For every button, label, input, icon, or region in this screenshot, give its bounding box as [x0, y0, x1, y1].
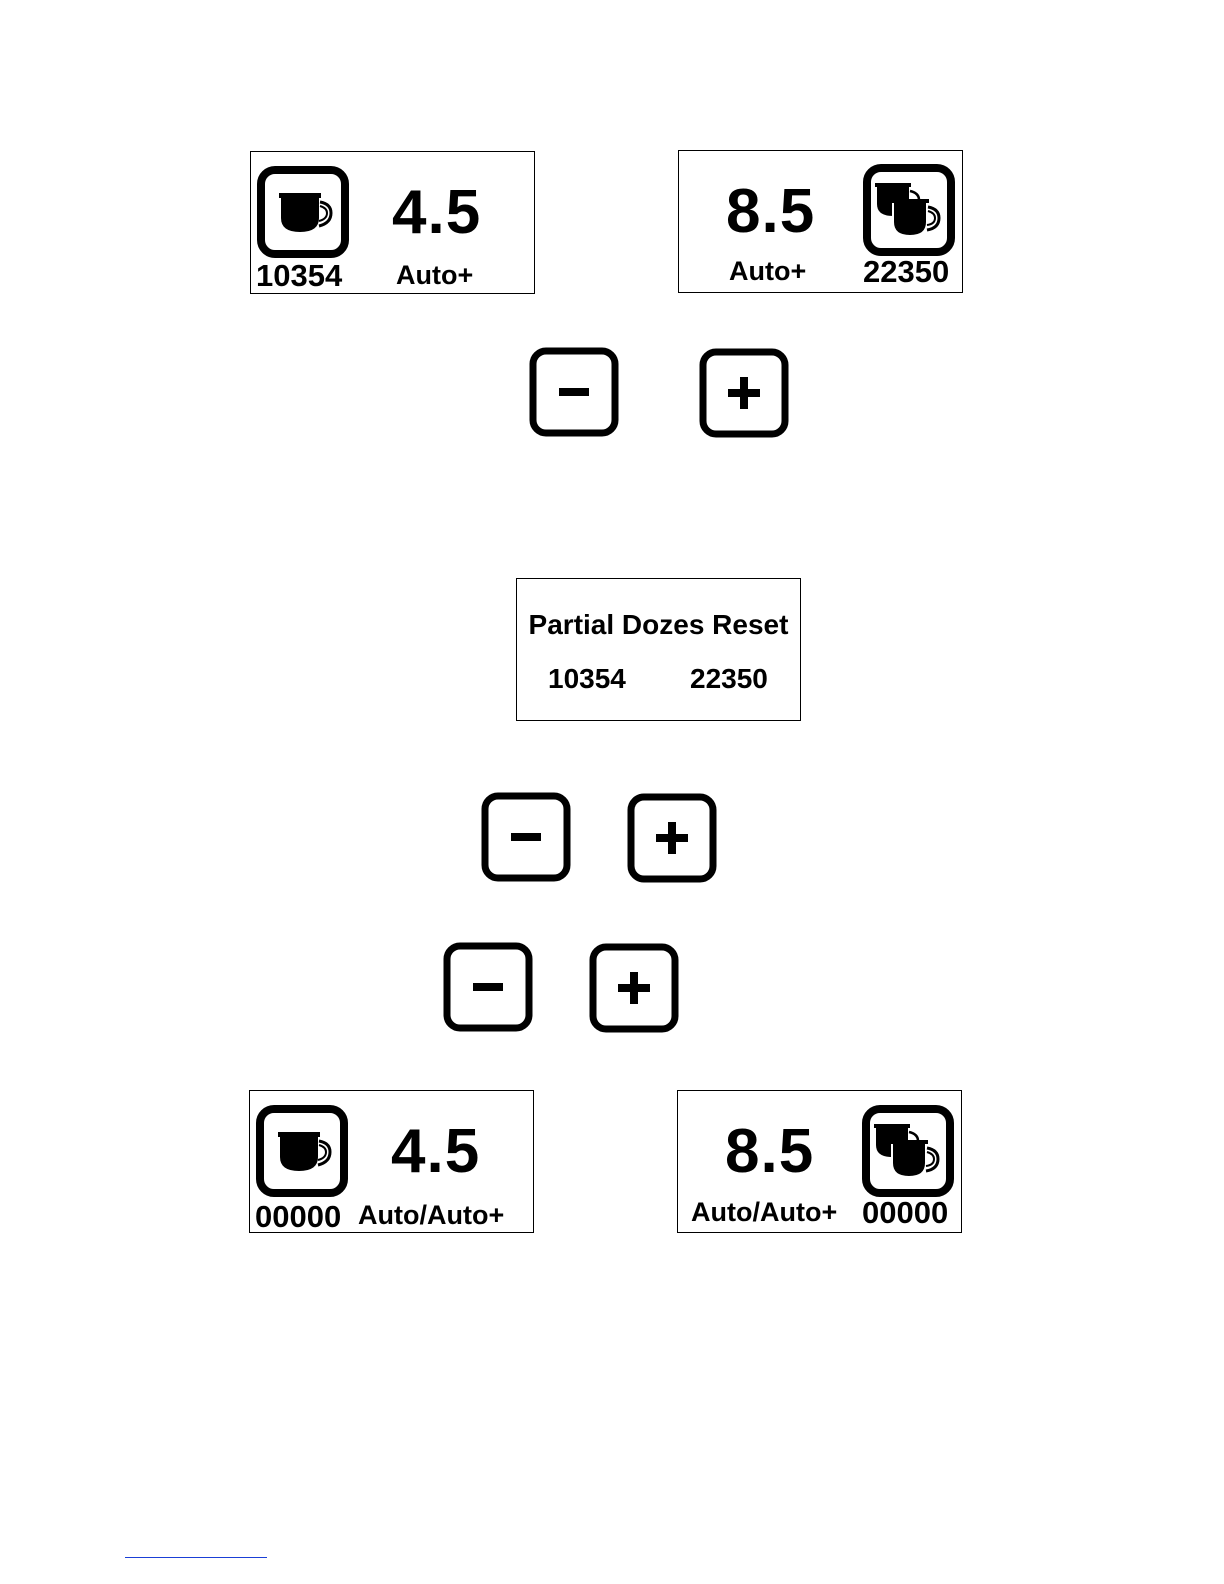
- plus-icon: [589, 943, 679, 1033]
- mode-label: Auto/Auto+: [358, 1200, 505, 1230]
- minus-icon: [529, 347, 619, 437]
- minus-button[interactable]: [443, 942, 533, 1032]
- dose-value: 4.5: [392, 178, 482, 247]
- mode-label: Auto+: [396, 260, 474, 290]
- dose-counter: 00000: [255, 1199, 342, 1234]
- single-cup-display-bottom: [249, 1090, 534, 1233]
- single-dose-counter: 10354: [548, 663, 626, 694]
- double-cup-display-top: [678, 150, 963, 293]
- dose-value: 8.5: [725, 1117, 815, 1186]
- double-cup-icon: [862, 1105, 954, 1197]
- plus-button[interactable]: [589, 943, 679, 1033]
- minus-button[interactable]: [529, 347, 619, 437]
- dose-value: 8.5: [726, 177, 816, 246]
- double-dose-counter: 22350: [690, 663, 768, 694]
- plus-button[interactable]: [627, 793, 717, 883]
- footnote-rule: [125, 1557, 267, 1558]
- double-cup-display-bottom: [677, 1090, 962, 1233]
- minus-icon: [481, 792, 571, 882]
- double-cup-icon: [863, 164, 955, 256]
- dose-counter: 10354: [256, 258, 343, 293]
- reset-title: Partial Dozes Reset: [528, 609, 789, 640]
- plus-icon: [699, 348, 789, 438]
- plus-button[interactable]: [699, 348, 789, 438]
- mode-label: Auto+: [729, 256, 807, 286]
- partial-doses-reset-panel: [516, 578, 801, 721]
- plus-icon: [627, 793, 717, 883]
- dose-value: 4.5: [391, 1117, 481, 1186]
- dose-counter: 22350: [863, 254, 950, 289]
- minus-icon: [443, 942, 533, 1032]
- dose-counter: 00000: [862, 1195, 949, 1230]
- single-cup-icon: [257, 166, 349, 258]
- single-cup-icon: [256, 1105, 348, 1197]
- single-cup-display-top: [250, 151, 535, 294]
- minus-button[interactable]: [481, 792, 571, 882]
- mode-label: Auto/Auto+: [691, 1197, 838, 1227]
